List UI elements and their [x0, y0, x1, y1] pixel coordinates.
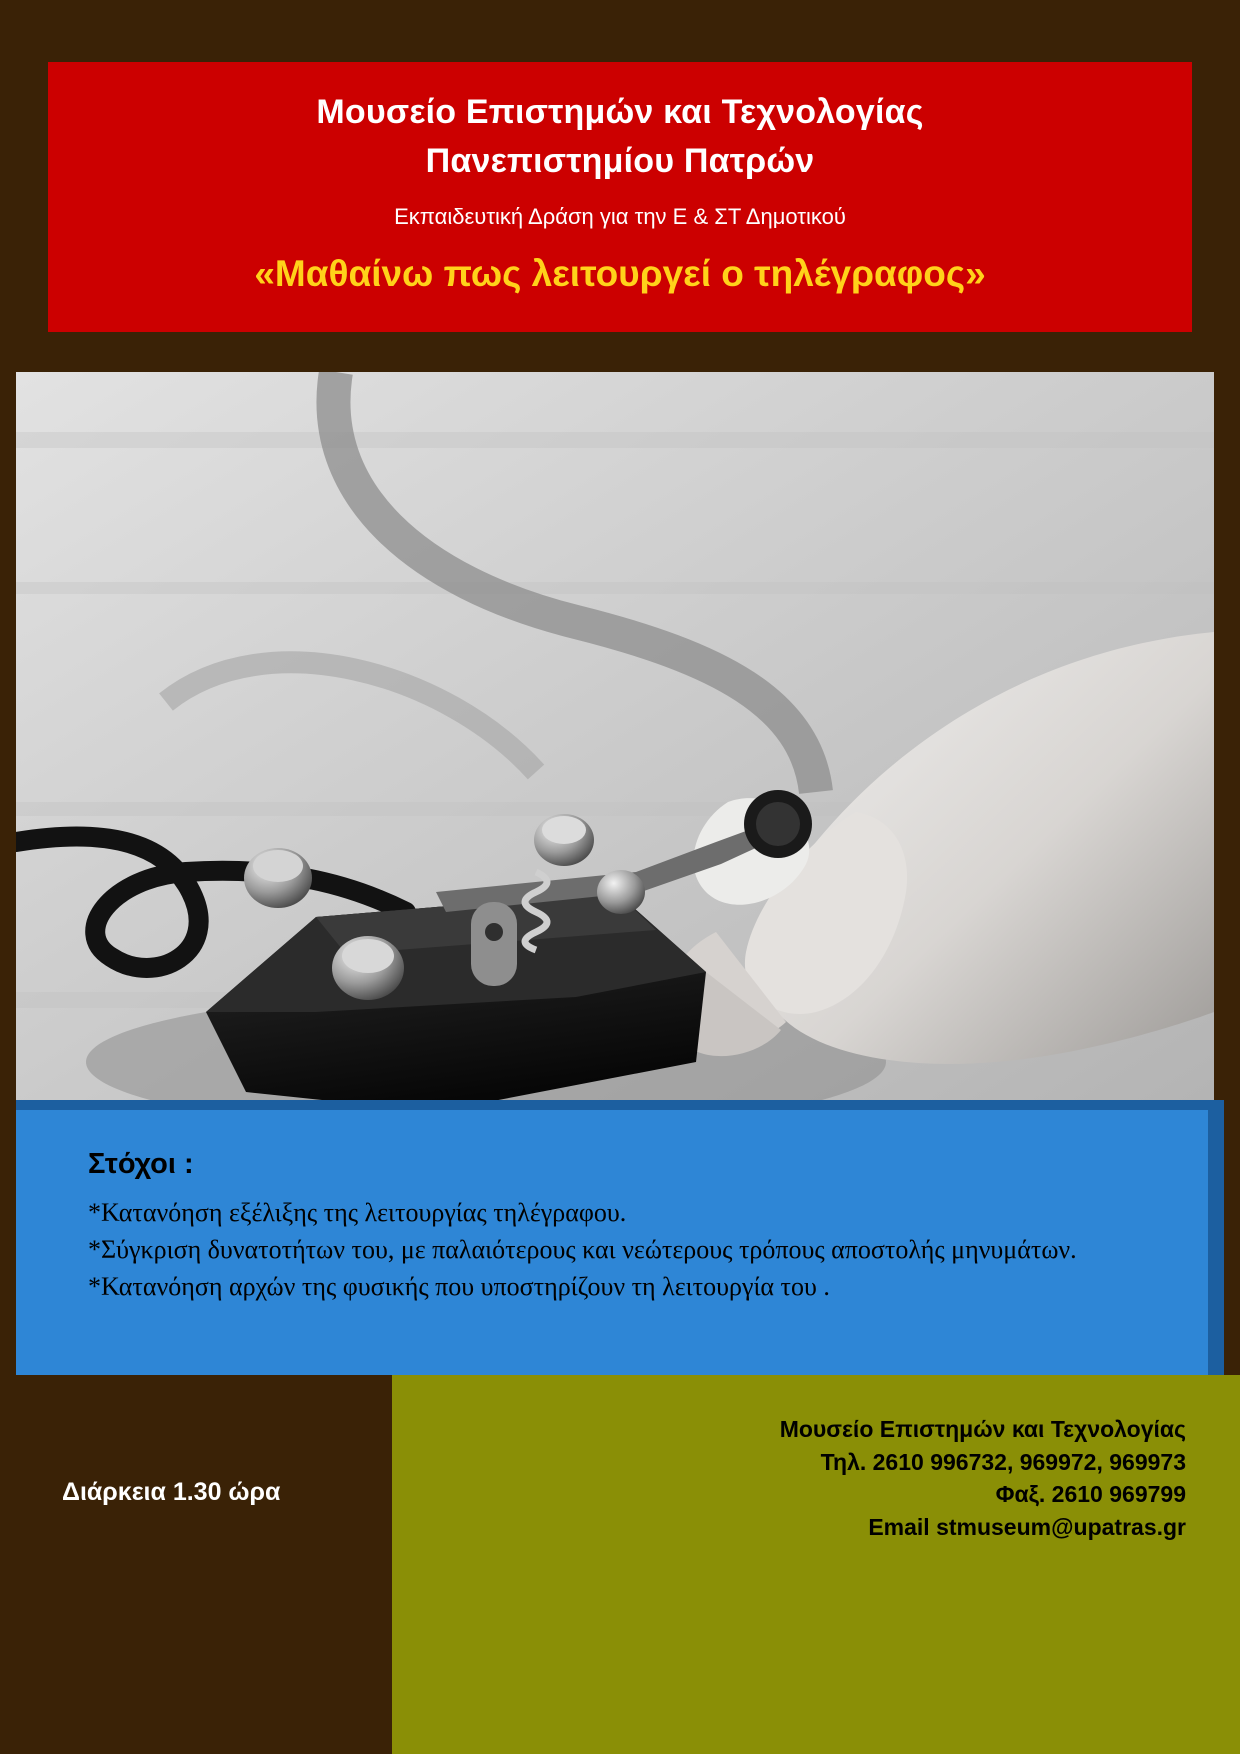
footer-left-block — [0, 1375, 392, 1754]
telegraph-photo — [16, 372, 1214, 1100]
museum-name — [78, 88, 1162, 187]
contact-museum-name: Μουσείο Επιστημών και Τεχνολογίας — [779, 1416, 1186, 1442]
contact-fax: Φαξ. 2610 969799 — [995, 1481, 1186, 1508]
page-title: «Μαθαίνω πως λειτουργεί ο τηλέγραφος» — [254, 253, 986, 295]
telegraph-photo-illustration — [16, 372, 1214, 1100]
header-banner — [48, 62, 1192, 332]
objective-item-3: *Κατανόηση αρχών της φυσικής που υποστηρίζουν τη λειτουργία του . — [88, 1271, 830, 1301]
contact-email: Email stmuseum@upatras.gr — [868, 1513, 1186, 1540]
objectives-heading: Στόχοι : — [88, 1148, 194, 1180]
program-subtitle: Εκπαιδευτική Δράση για την Ε & ΣΤ Δημοτικού — [394, 203, 846, 229]
objectives-panel — [16, 1110, 1208, 1375]
objective-item-1: *Κατανόηση εξέλιξης της λειτουργίας τηλέγραφου. — [88, 1198, 627, 1227]
contact-block — [392, 1375, 1240, 1754]
museum-name-line-1: Μουσείο Επιστημών και Τεχνολογίας — [316, 93, 924, 131]
objective-item-2: *Σύγκριση δυνατοτήτων του, με παλαιότερους και νεώτερους τρόπους αποστολής μηνυμάτων. — [88, 1234, 1077, 1264]
museum-name-line-2: Πανεπιστημίου Πατρών — [425, 142, 815, 181]
duration-label: Διάρκεια 1.30 ώρα — [62, 1478, 281, 1506]
contact-phone: Τηλ. 2610 996732, 969972, 969973 — [820, 1448, 1186, 1475]
